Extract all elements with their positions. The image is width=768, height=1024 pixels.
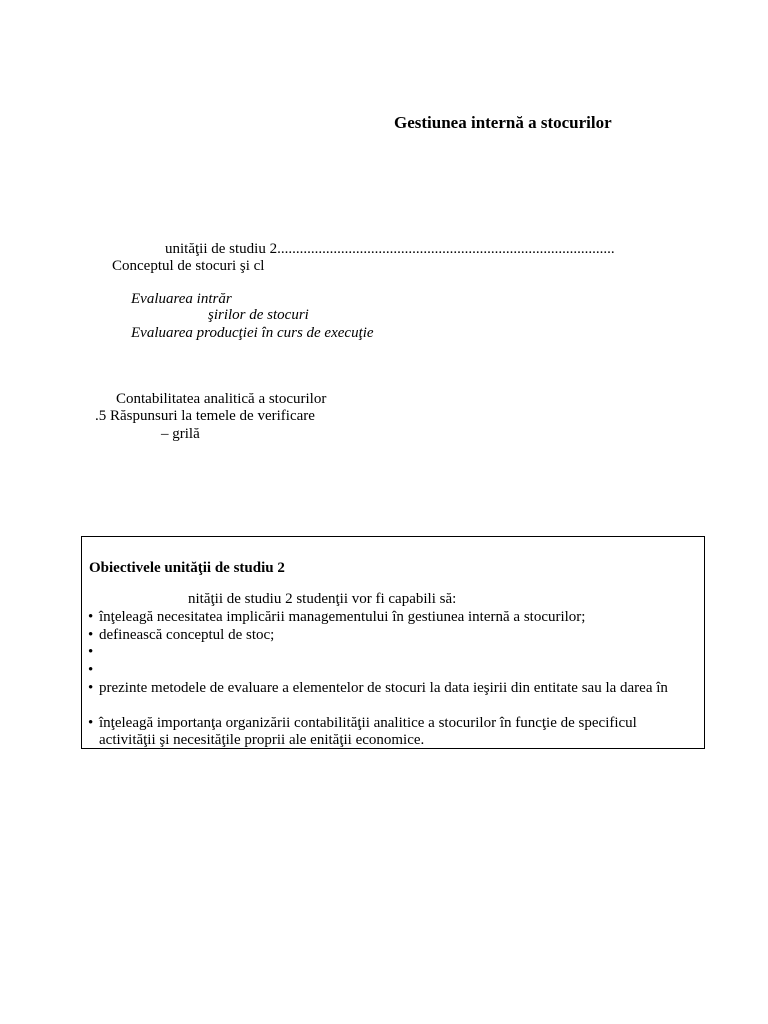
objectives-intro: nităţii de studiu 2 studenţii vor fi capabili să: — [188, 591, 457, 607]
objective-item-3 — [88, 645, 99, 660]
objective-text: prezinte metodele de evaluare a elementelor de stocuri la data ieşirii din entitate sau la darea în — [99, 680, 668, 696]
toc-line-1: unităţii de studiu 2.......................................................................................... — [165, 241, 615, 257]
bullet-icon: • — [88, 644, 94, 660]
objective-item-6-continuation: activităţii şi necesităţile proprii ale enităţii economice. — [99, 732, 425, 748]
bullet-icon: • — [88, 609, 94, 625]
objective-item-5 — [88, 681, 668, 696]
bullet-icon: • — [88, 662, 94, 678]
toc-line-6: Contabilitatea analitică a stocurilor — [116, 391, 327, 407]
bullet-icon: • — [88, 715, 94, 731]
toc-line-4: şirilor de stocuri — [208, 307, 309, 323]
objective-item-1 — [88, 610, 585, 625]
bullet-icon: • — [88, 680, 94, 696]
toc-line-5: Evaluarea producţiei în curs de execuţie — [131, 325, 374, 341]
toc-line-2: Conceptul de stocuri şi cl — [112, 258, 265, 274]
objective-item-6 — [88, 716, 637, 731]
toc-line-7: .5 Răspunsuri la temele de verificare — [95, 408, 315, 424]
toc-line-3: Evaluarea intrăr — [131, 291, 232, 307]
toc-line-8: – grilă — [161, 426, 200, 442]
objective-item-4 — [88, 663, 99, 678]
objectives-box — [81, 536, 705, 749]
objective-text: înţeleagă importanţa organizării contabilităţii analitice a stocurilor în funcţie de specificul — [99, 715, 637, 731]
objectives-heading: Obiectivele unităţii de studiu 2 — [89, 560, 285, 576]
bullet-icon: • — [88, 627, 94, 643]
objective-item-2 — [88, 628, 274, 643]
document-title: Gestiunea internă a stocurilor — [394, 113, 612, 132]
objective-text: înţeleagă necesitatea implicării managementului în gestiunea internă a stocurilor; — [99, 609, 586, 625]
objective-text: definească conceptul de stoc; — [99, 627, 275, 643]
